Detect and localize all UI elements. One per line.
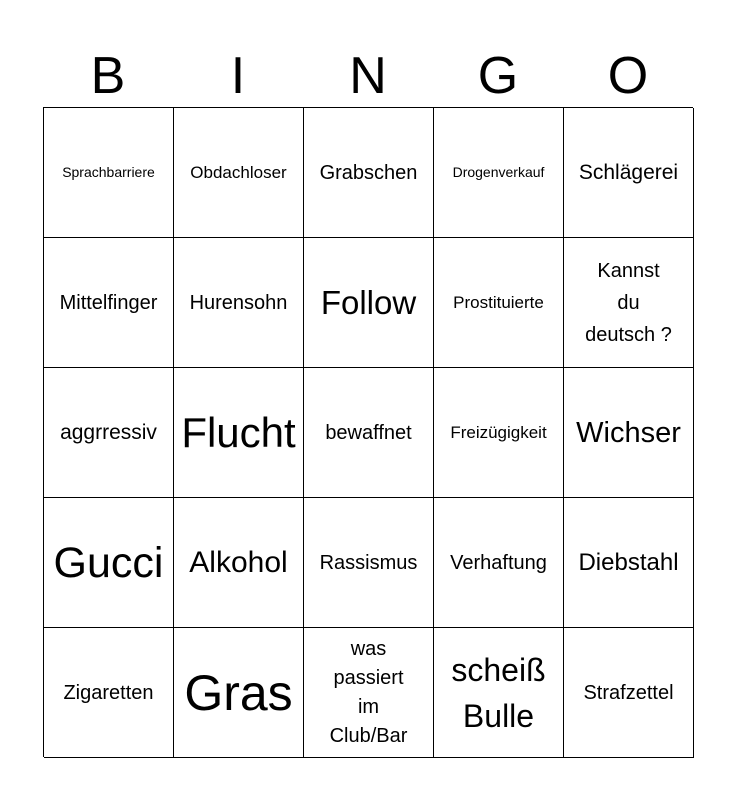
cell-text: Schlägerei <box>578 160 679 184</box>
cell-text: was passiert im Club/Bar <box>329 637 408 747</box>
cell-text: Gucci <box>53 538 164 587</box>
bingo-cell[interactable] <box>434 498 564 628</box>
header-letter-n: N <box>349 47 387 105</box>
bingo-cell[interactable] <box>304 238 434 368</box>
bingo-cell[interactable] <box>304 368 434 498</box>
cell-text: Diebstahl <box>578 548 679 576</box>
bingo-cell[interactable] <box>434 368 564 498</box>
bingo-cell[interactable] <box>564 498 694 628</box>
cell-text: Verhaftung <box>450 551 547 574</box>
bingo-cell[interactable] <box>44 108 174 238</box>
bingo-cell[interactable] <box>44 368 174 498</box>
bingo-cell[interactable] <box>174 498 304 628</box>
cell-text: Wichser <box>576 416 681 449</box>
bingo-cell[interactable] <box>564 238 694 368</box>
cell-text: Drogenverkauf <box>452 164 545 180</box>
cell-text: Obdachloser <box>190 163 287 182</box>
header-letter-i: I <box>230 47 246 105</box>
header-letter-g: G <box>477 47 519 105</box>
bingo-cell[interactable] <box>304 628 434 758</box>
cell-text: Mittelfinger <box>59 291 158 314</box>
cell-text: scheiß Bulle <box>451 651 546 734</box>
bingo-cell[interactable] <box>174 628 304 758</box>
bingo-cell[interactable] <box>304 108 434 238</box>
cell-text: Sprachbarriere <box>62 164 155 180</box>
cell-text: Grabschen <box>319 161 418 184</box>
header-letter-b: B <box>90 47 126 105</box>
bingo-header <box>43 44 693 108</box>
cell-text: Flucht <box>181 408 296 456</box>
cell-text: Prostituierte <box>453 293 544 312</box>
bingo-cell[interactable] <box>174 238 304 368</box>
cell-text: Kannst du deutsch ? <box>585 259 672 346</box>
bingo-cell[interactable] <box>174 368 304 498</box>
cell-text: Alkohol <box>189 545 288 579</box>
header-letter-o: O <box>607 47 649 105</box>
bingo-cell[interactable] <box>564 108 694 238</box>
cell-text: Gras <box>184 664 293 721</box>
bingo-cell[interactable] <box>44 628 174 758</box>
bingo-cell[interactable] <box>564 628 694 758</box>
bingo-cell[interactable] <box>44 498 174 628</box>
cell-text: Freizügigkeit <box>450 423 547 442</box>
bingo-cell[interactable] <box>304 498 434 628</box>
cell-text: aggrressiv <box>60 420 157 444</box>
cell-text: Strafzettel <box>583 681 674 704</box>
bingo-cell[interactable] <box>564 368 694 498</box>
bingo-cell[interactable] <box>174 108 304 238</box>
bingo-cell[interactable] <box>434 108 564 238</box>
bingo-cell[interactable] <box>44 238 174 368</box>
bingo-cell[interactable] <box>434 628 564 758</box>
cell-text: Rassismus <box>319 551 418 574</box>
cell-text: Zigaretten <box>63 681 154 704</box>
bingo-cell[interactable] <box>434 238 564 368</box>
bingo-board <box>43 107 693 757</box>
cell-text: Hurensohn <box>189 291 288 314</box>
cell-text: bewaffnet <box>325 421 412 444</box>
cell-text: Follow <box>320 283 417 321</box>
